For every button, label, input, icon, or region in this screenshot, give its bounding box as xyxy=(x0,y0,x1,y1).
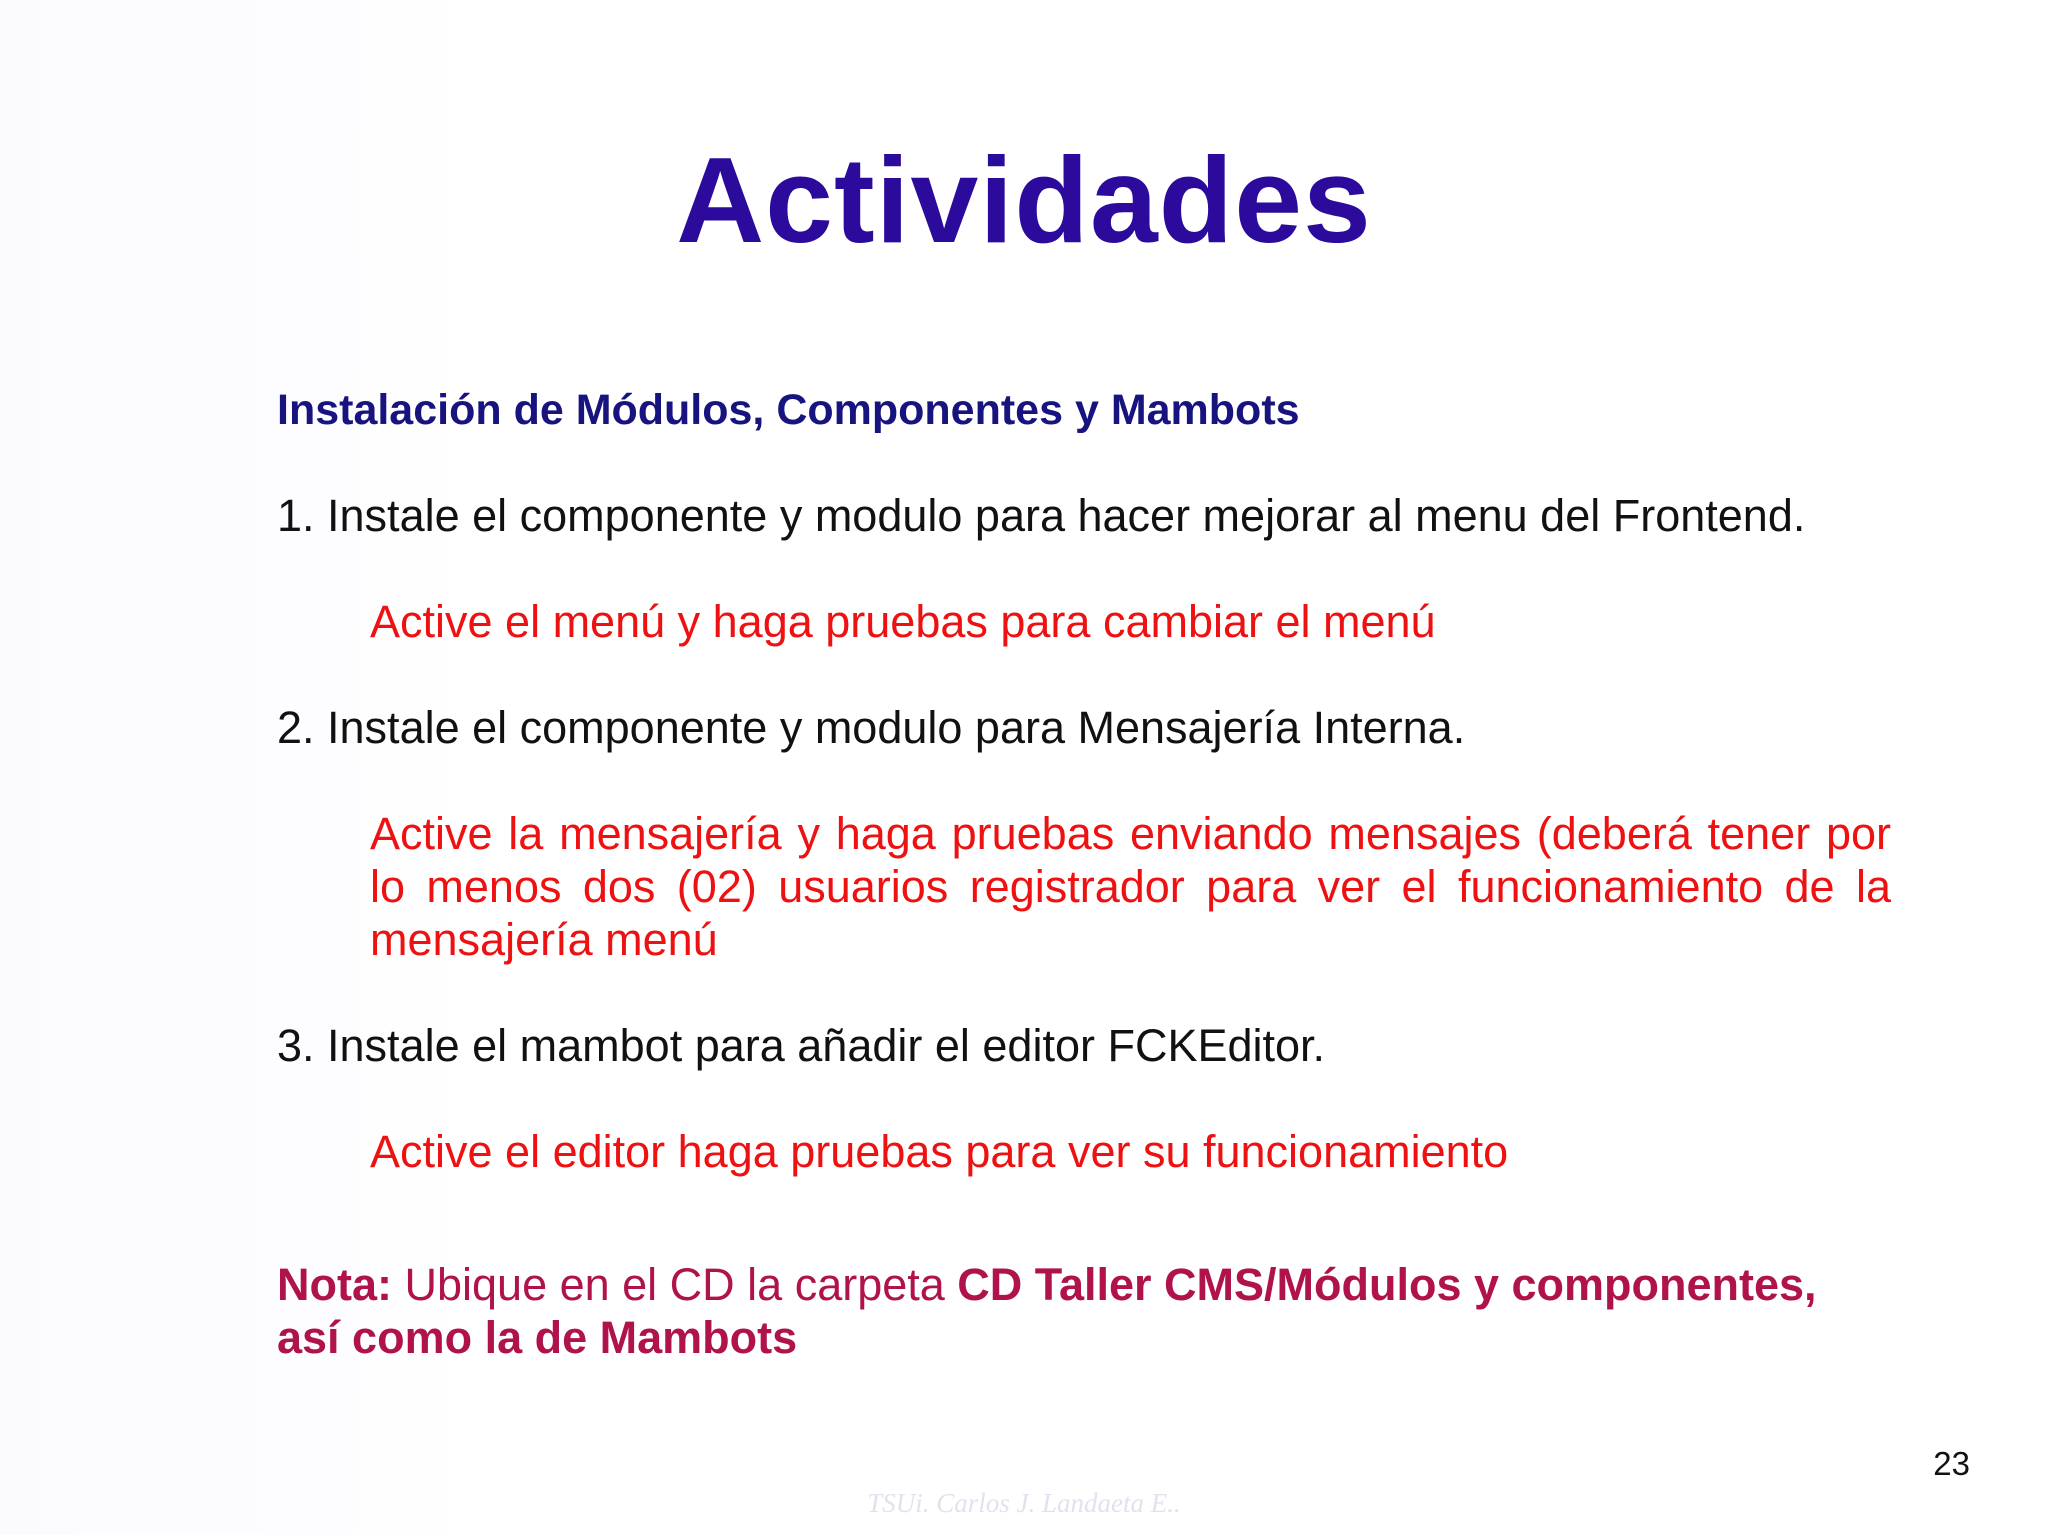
nota-folder: CD Taller CMS/Módulos y componentes, así como la de Mambots xyxy=(277,1259,1817,1363)
nota-paragraph xyxy=(277,1258,1891,1364)
nota-label: Nota: xyxy=(277,1259,392,1310)
slide-title: Actividades xyxy=(676,132,1372,268)
footer-author: TSUi. Carlos J. Landaeta E.. xyxy=(867,1488,1181,1518)
slide-content xyxy=(277,384,1891,1364)
activity-item-2: 2. Instale el componente y modulo para Mensajería Interna. xyxy=(277,702,1466,753)
activity-item-1: 1. Instale el componente y modulo para hacer mejorar al menu del Frontend. xyxy=(277,490,1806,541)
activity-note-1: Active el menú y haga pruebas para cambiar el menú xyxy=(370,596,1436,647)
activity-note-2: Active la mensajería y haga pruebas enviando mensajes (deberá tener por lo menos dos (02) usuarios registrador para ver el funcionamiento de la mensajería menú xyxy=(370,808,1891,965)
page-number: 23 xyxy=(1933,1445,1970,1482)
nota-text: Ubique en el CD la carpeta xyxy=(391,1259,958,1310)
section-subtitle: Instalación de Módulos, Componentes y Mambots xyxy=(277,386,1300,434)
activity-note-3: Active el editor haga pruebas para ver su funcionamiento xyxy=(370,1126,1509,1177)
activity-item-3: 3. Instale el mambot para añadir el editor FCKEditor. xyxy=(277,1020,1326,1071)
